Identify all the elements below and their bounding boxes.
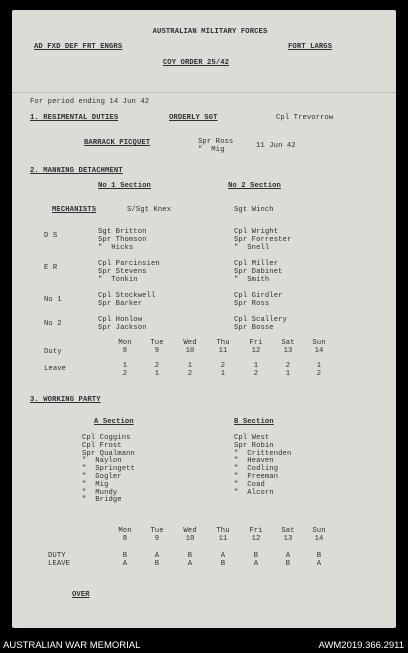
day-date: 12 [251,535,261,543]
leave-cell: 1 [154,370,160,378]
worker-name: " Springett [82,465,135,474]
group-label: E R [44,264,58,272]
day-date: 11 [218,347,228,355]
duty-cell: B [316,552,322,560]
picquet-name-2: " Mig [198,146,225,154]
orderly-label: ORDERLY SGT [169,114,218,122]
group-label: No 1 [44,296,62,304]
mechanist-1: S/Sgt Knex [127,206,172,214]
section3-heading: 3. WORKING PARTY [30,396,101,404]
duty-cell: B [187,552,193,560]
leave-cell: A [253,560,259,568]
leave-cell: A [122,560,128,568]
day-name: Mon [118,527,132,535]
roster-name: Cpl Honlow [98,316,143,324]
over-text: OVER [72,591,90,599]
leave-cell: 2 [253,370,259,378]
day-name: Thu [216,527,230,535]
worker-name: Cpl West [234,434,270,442]
day-name: Wed [183,527,197,535]
leave-label: Leave [44,365,67,373]
worker-name: " Mundy [82,488,118,497]
a-section-title: A Section [94,418,134,426]
roster-name: Spr Barker [98,300,143,308]
document-page [12,10,396,628]
roster-name: Cpl Parcinsien [98,260,160,268]
roster-name: " Snell [234,244,270,252]
picquet-date: 11 Jun 42 [256,142,296,150]
leave-cell: A [316,560,322,568]
roster-name: Cpl Stockwell [98,292,156,300]
worker-name: " Crittenden [234,449,292,458]
duty-label: Duty [44,348,62,356]
section2-heading: 2. MANNING DETACHMENT [30,167,123,175]
day-name: Sat [281,527,295,535]
day-date: 12 [251,347,261,355]
day-date: 10 [185,535,195,543]
mechanist-2: Sgt Winch [234,206,274,214]
day-date: 11 [218,535,228,543]
no1-section-title: No 1 Section [98,182,151,190]
leave-cell: B [154,560,160,568]
day-name: Mon [118,339,132,347]
worker-name: " Codling [234,465,279,474]
leave-cell: A [187,560,193,568]
worker-name: " Freeman [234,473,279,481]
roster-name: " Smith [234,276,270,284]
roster-name: Cpl Miller [234,260,279,268]
picquet-name-1: Spr Ross [198,138,234,146]
duty-cell: B [253,552,259,560]
mechanists-label: MECHANISTS [52,206,97,214]
leave-cell: 2 [220,362,226,370]
roster-name: Spr Forrester [234,236,292,244]
duty-cell: A [154,552,160,560]
day-name: Fri [249,339,263,347]
footer-credit: AUSTRALIAN WAR MEMORIAL [3,640,141,651]
leave-cell: 2 [316,370,322,378]
roster-name: Cpl Girdler [234,292,283,300]
duty-label-wp: DUTY [48,552,66,560]
worker-name: Spr Qualmann [82,449,135,458]
roster-name: Spr Bosse [234,324,274,332]
leave-cell: B [220,560,226,568]
roster-name: " Hicks [98,244,134,252]
day-date: 13 [283,535,293,543]
roster-name: Spr Dabinet [234,268,283,276]
leave-cell: 1 [316,362,322,370]
day-name: Tue [150,527,164,535]
worker-name: Cpl Frost [82,441,122,450]
worker-name: Cpl Coggins [82,434,131,442]
day-name: Sun [312,339,326,347]
worker-name: " Bridge [82,496,122,505]
day-date: 10 [185,347,195,355]
day-name: Fri [249,527,263,535]
roster-name: Sgt Britton [98,228,147,236]
day-date: 9 [154,535,160,543]
worker-name: " Coad [234,480,265,489]
section1-heading: 1. REGIMENTAL DUTIES [30,114,119,122]
roster-name: Cpl Wright [234,228,279,236]
worker-name: Spr Robin [234,441,274,450]
footer-bar [0,638,408,653]
day-date: 9 [154,347,160,355]
picquet-label: BARRACK PICQUET [84,139,151,147]
leave-cell: 1 [187,362,193,370]
worker-name: " Heaven [234,457,274,466]
day-date: 14 [314,347,324,355]
unit-name: AD FXD DEF FRT ENGRS [34,43,123,51]
day-name: Wed [183,339,197,347]
order-number: COY ORDER 25/42 [162,59,230,67]
period-text: For period ending 14 Jun 42 [30,98,150,106]
day-date: 8 [122,535,128,543]
leave-cell: B [285,560,291,568]
duty-cell: A [220,552,226,560]
day-date: 14 [314,535,324,543]
no2-section-title: No 2 Section [228,182,281,190]
duty-cell: A [285,552,291,560]
worker-name: " Alcorn [234,488,274,497]
b-section-title: B Section [234,418,274,426]
group-label: No 2 [44,320,62,328]
leave-label-wp: LEAVE [48,560,71,568]
day-name: Thu [216,339,230,347]
leave-cell: 1 [220,370,226,378]
day-name: Sun [312,527,326,535]
orderly-name: Cpl Trevorrow [276,114,334,122]
leave-cell: 2 [154,362,160,370]
doc-title: AUSTRALIAN MILITARY FORCES [152,28,268,36]
worker-name: " Mig [82,480,109,489]
roster-name: Cpl Scallery [234,316,287,324]
leave-cell: 1 [285,370,291,378]
leave-cell: 2 [122,370,128,378]
roster-name: Spr Thomson [98,236,147,244]
day-name: Sat [281,339,295,347]
roster-name: Spr Jackson [98,324,147,332]
footer-accession: AWM2019.366.2911 [318,640,404,651]
roster-name: Spr Ross [234,300,270,308]
day-date: 13 [283,347,293,355]
day-name: Tue [150,339,164,347]
roster-name: Spr Stevens [98,268,147,276]
duty-cell: B [122,552,128,560]
group-label: D S [44,232,58,240]
leave-cell: 1 [253,362,259,370]
roster-name: " Tonkin [98,276,138,284]
leave-cell: 2 [187,370,193,378]
day-date: 8 [122,347,128,355]
location: FORT LARGS [288,43,333,51]
worker-name: " Gogler [82,473,122,481]
leave-cell: 2 [285,362,291,370]
leave-cell: 1 [122,362,128,370]
worker-name: " Naylon [82,457,122,466]
